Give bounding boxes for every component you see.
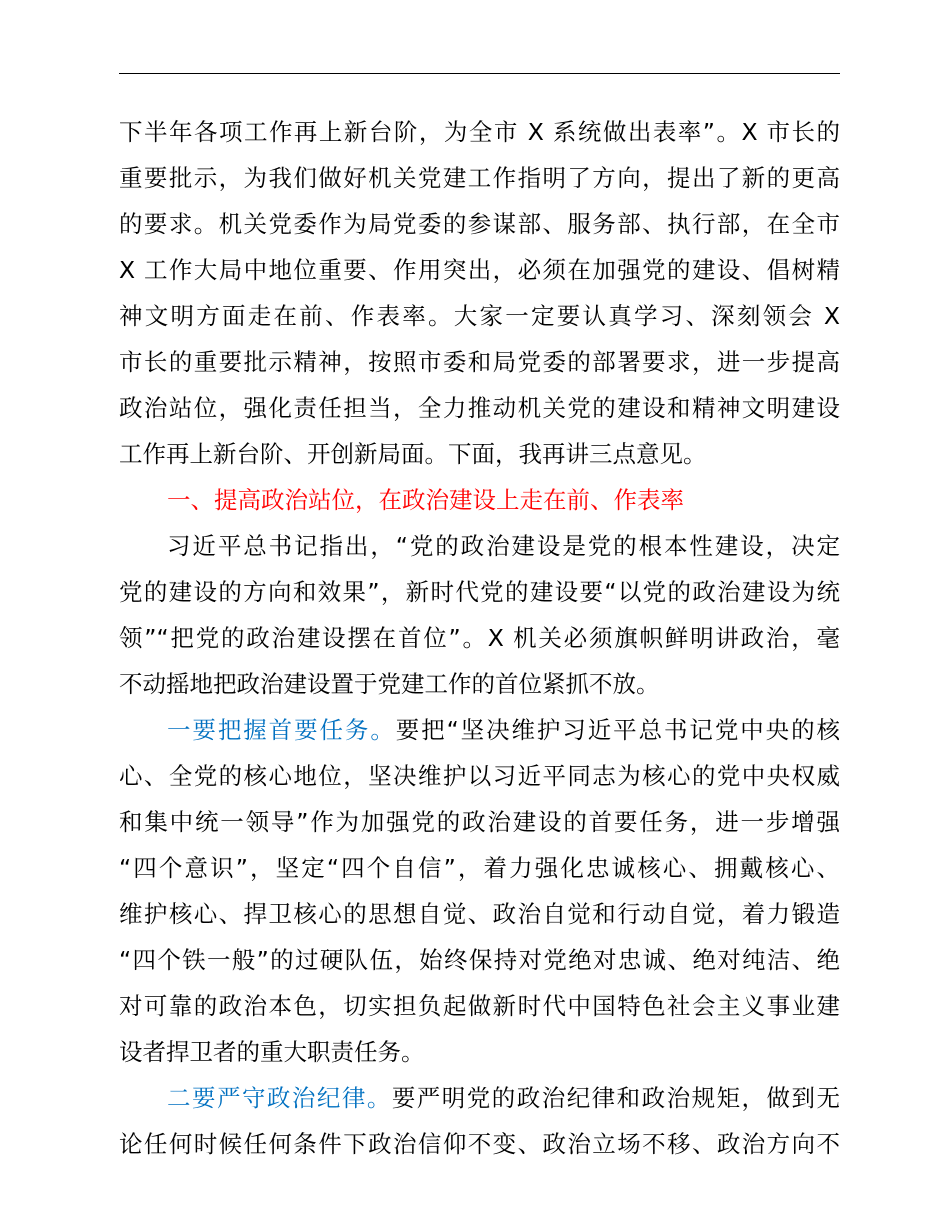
text-line: 市长的重要批示精神，按照市委和局党委的部署要求，进一步提高 <box>119 348 840 376</box>
lead-phrase: 二要严守政治纪律。 <box>167 1084 392 1112</box>
text-line: 领”“把党的政治建设摆在首位”。X 机关必须旗帜鲜明讲政治，毫 <box>119 624 840 652</box>
text-line: X 工作大局中地位重要、作用突出，必须在加强党的建设、倡树精 <box>119 256 840 284</box>
text-line: 心、全党的核心地位，坚决维护以习近平同志为核心的党中央权威 <box>119 762 840 790</box>
text-line: 不动摇地把政治建设置于党建工作的首位紧抓不放。 <box>119 670 660 698</box>
text-line: “四个意识”，坚定“四个自信”，着力强化忠诚核心、拥戴核心、 <box>119 854 840 882</box>
text-line: 论任何时候任何条件下政治信仰不变、政治立场不移、政治方向不 <box>119 1130 840 1158</box>
text-line: 下半年各项工作再上新台阶，为全市 X 系统做出表率”。X 市长的 <box>119 118 840 146</box>
text-line: 一要把握首要任务。要把“坚决维护习近平总书记党中央的核 <box>167 716 840 744</box>
text-line: 的要求。机关党委作为局党委的参谋部、服务部、执行部，在全市 <box>119 210 840 238</box>
header-rule <box>119 73 840 74</box>
text-line: 政治站位，强化责任担当，全力推动机关党的建设和精神文明建设 <box>119 394 840 422</box>
section-heading: 一、提高政治站位，在政治建设上走在前、作表率 <box>167 486 684 514</box>
text-line: 习近平总书记指出，“党的政治建设是党的根本性建设，决定 <box>167 532 840 560</box>
text-line: 设者捍卫者的重大职责任务。 <box>119 1038 425 1066</box>
text-line: 工作再上新台阶、开创新局面。下面，我再讲三点意见。 <box>119 440 707 468</box>
text-line: 党的建设的方向和效果”，新时代党的建设要“以党的政治建设为统 <box>119 578 840 606</box>
text-line: “四个铁一般”的过硬队伍，始终保持对党绝对忠诚、绝对纯洁、绝 <box>119 946 840 974</box>
lead-phrase: 一要把握首要任务。 <box>167 716 396 744</box>
text-line: 重要批示，为我们做好机关党建工作指明了方向，提出了新的更高 <box>119 164 840 192</box>
text-line: 对可靠的政治本色，切实担负起做新时代中国特色社会主义事业建 <box>119 992 840 1020</box>
text-line: 和集中统一领导”作为加强党的政治建设的首要任务，进一步增强 <box>119 808 840 836</box>
text-line: 二要严守政治纪律。要严明党的政治纪律和政治规矩，做到无 <box>167 1084 840 1112</box>
text-line: 神文明方面走在前、作表率。大家一定要认真学习、深刻领会 X <box>119 302 840 330</box>
text-line: 维护核心、捍卫核心的思想自觉、政治自觉和行动自觉，着力锻造 <box>119 900 840 928</box>
